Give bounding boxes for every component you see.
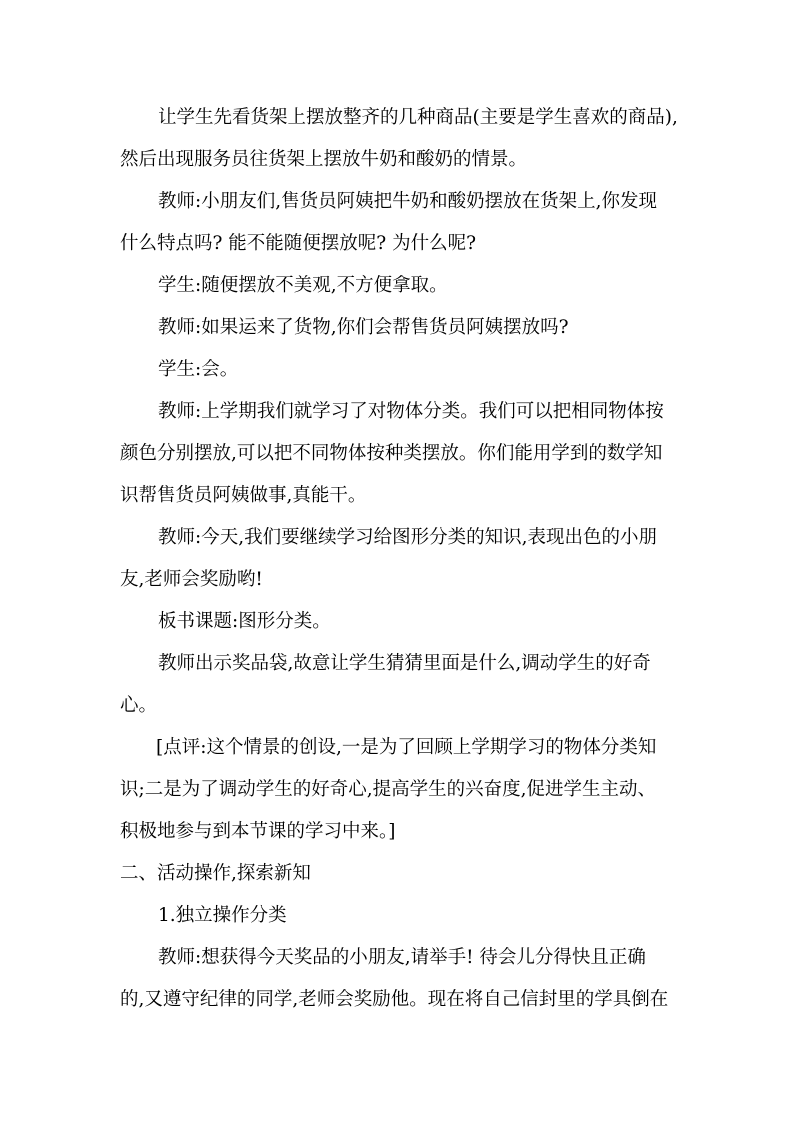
subsection-heading: 1.独立操作分类 [158, 905, 287, 926]
comment-line: 识;二是为了调动学生的好奇心,提高学生的兴奋度,促进学生主动、 [120, 779, 656, 800]
paragraph-line: 教师出示奖品袋,故意让学生猜猜里面是什么,调动学生的好奇 [158, 653, 651, 674]
paragraph-line: 教师:上学期我们就学习了对物体分类。我们可以把相同物体按 [158, 401, 664, 422]
section-heading: 二、活动操作,探索新知 [120, 863, 311, 884]
comment-line: [点评:这个情景的创设,一是为了回顾上学期学习的物体分类知 [156, 737, 657, 758]
paragraph-line: 什么特点吗? 能不能随便摆放呢? 为什么呢? [120, 233, 477, 254]
paragraph-line: 识帮售货员阿姨做事,真能干。 [120, 485, 367, 506]
paragraph-line: 板书课题:图形分类。 [158, 611, 331, 632]
paragraph-line: 教师:如果运来了货物,你们会帮售货员阿姨摆放吗? [158, 317, 569, 338]
paragraph-line: 的,又遵守纪律的同学,老师会奖励他。现在将自己信封里的学具倒在 [120, 989, 669, 1010]
paragraph-line: 教师:今天,我们要继续学习给图形分类的知识,表现出色的小朋 [158, 527, 657, 548]
paragraph-line: 颜色分别摆放,可以把不同物体按种类摆放。你们能用学到的数学知 [120, 443, 663, 464]
comment-line: 积极地参与到本节课的学习中来。] [120, 821, 396, 842]
paragraph-line: 学生:随便摆放不美观,不方便拿取。 [158, 275, 448, 296]
paragraph-line: 心。 [120, 695, 158, 716]
paragraph-line: 教师:小朋友们,售货员阿姨把牛奶和酸奶摆放在货架上,你发现 [158, 191, 657, 212]
paragraph-line: 学生:会。 [158, 359, 239, 380]
paragraph-line: 然后出现服务员往货架上摆放牛奶和酸奶的情景。 [120, 149, 528, 170]
paragraph-line: 友,老师会奖励哟! [120, 569, 263, 590]
paragraph-line: 教师:想获得今天奖品的小朋友,请举手! 待会儿分得快且正确 [158, 947, 646, 968]
paragraph-line: 让学生先看货架上摆放整齐的几种商品(主要是学生喜欢的商品), [158, 107, 678, 128]
